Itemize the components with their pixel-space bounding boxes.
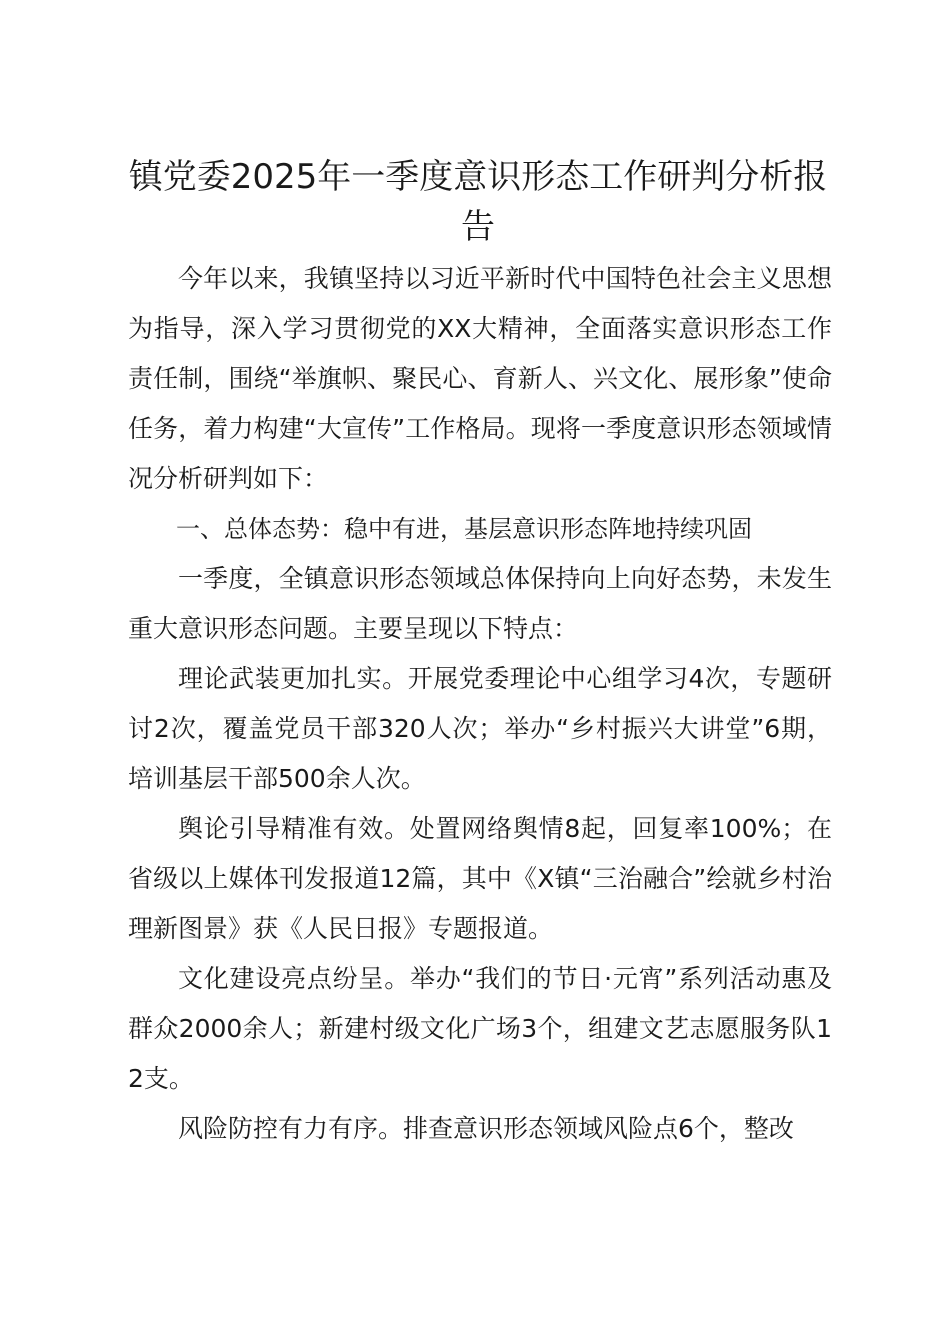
theory-paragraph: 理论武装更加扎实。开展党委理论中心组学习4次，专题研讨2次，覆盖党员干部320人次；举办“乡村振兴大讲堂”6期，培训基层干部500余人次。 [128,664,832,793]
public-opinion-paragraph: 舆论引导精准有效。处置网络舆情8起，回复率100%；在省级以上媒体刊发报道12篇，其中《X镇“三治融合”绘就乡村治理新图景》获《人民日报》专题报道。 [128,814,832,943]
culture-paragraph: 文化建设亮点纷呈。举办“我们的节日·元宵”系列活动惠及群众2000余人；新建村级文化广场3个，组建文艺志愿服务队12支。 [128,964,832,1093]
section-heading-1: 一、总体态势：稳中有进，基层意识形态阵地持续巩固 [176,515,752,543]
document-title: 镇党委2025年一季度意识形态工作研判分析报告 [128,157,828,247]
overview-paragraph: 一季度，全镇意识形态领域总体保持向上向好态势，未发生重大意识形态问题。主要呈现以下特点： [128,564,832,643]
document-page [128,152,832,1154]
risk-control-paragraph: 风险防控有力有序。排查意识形态领域风险点6个，整改 [178,1114,794,1143]
intro-paragraph: 今年以来，我镇坚持以习近平新时代中国特色社会主义思想为指导，深入学习贯彻党的XX大精神，全面落实意识形态工作责任制，围绕“举旗帜、聚民心、育新人、兴文化、展形象”使命任务，着力构建“大宣传”工作格局。现将一季度意识形态领域情况分析研判如下： [128,264,832,493]
